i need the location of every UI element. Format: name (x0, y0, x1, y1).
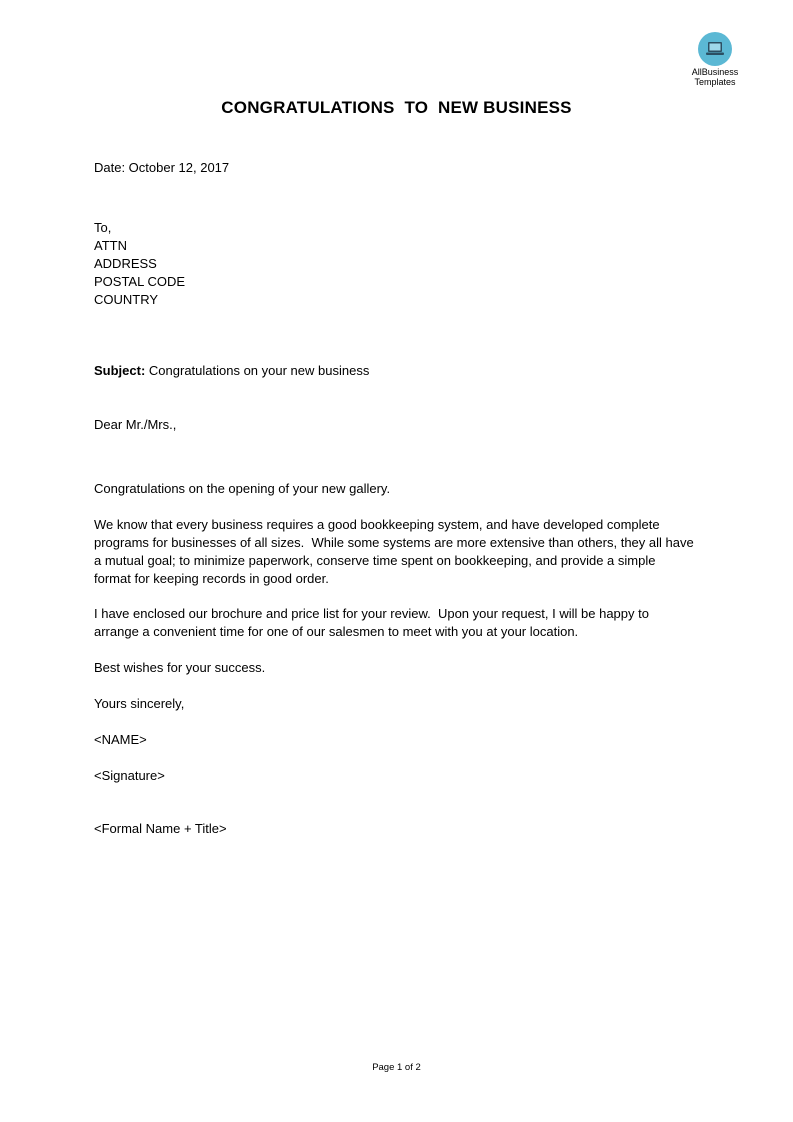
laptop-icon (698, 32, 732, 66)
letter-date: Date: October 12, 2017 (94, 160, 230, 175)
page-number: Page 1 of 2 (372, 1062, 421, 1073)
body-paragraph-4: Best wishes for your success. (94, 660, 266, 675)
body-paragraph-1: Congratulations on the opening of your new gallery. (94, 481, 391, 496)
greeting: Dear Mr./Mrs., (94, 417, 177, 432)
subject-line (94, 362, 369, 380)
recipient-country: COUNTRY (94, 292, 159, 307)
formal-name-placeholder: <Formal Name + Title> (94, 821, 227, 836)
recipient-postal-code: POSTAL CODE (94, 274, 186, 289)
logo-text-line2: Templates (694, 77, 736, 87)
recipient-to: To, (94, 220, 112, 235)
name-placeholder: <NAME> (94, 732, 147, 747)
body-paragraph-3: I have enclosed our brochure and price list for your review. Upon your request, I will be happy to arrange a convenient time for one of our salesmen to meet with you at your location. (94, 606, 653, 639)
letter-title: CONGRATULATIONS TO NEW BUSINESS (221, 98, 572, 117)
recipient-attn: ATTN (94, 238, 127, 253)
brand-logo (690, 32, 740, 87)
recipient-address: ADDRESS (94, 256, 157, 271)
logo-text-line1: AllBusiness (691, 67, 739, 77)
body-paragraph-2: We know that every business requires a good bookkeeping system, and have developed complete programs for businesses of all sizes. While some systems are more extensive than others, they all have a mutual goal; to minimize paperwork, conserve time spent on bookkeeping, and provide a simple format for keeping records in good order. (94, 517, 698, 586)
closing: Yours sincerely, (94, 696, 185, 711)
subject-label: Subject: (94, 363, 146, 378)
signature-placeholder: <Signature> (94, 768, 165, 783)
subject-text: Congratulations on your new business (145, 363, 370, 378)
